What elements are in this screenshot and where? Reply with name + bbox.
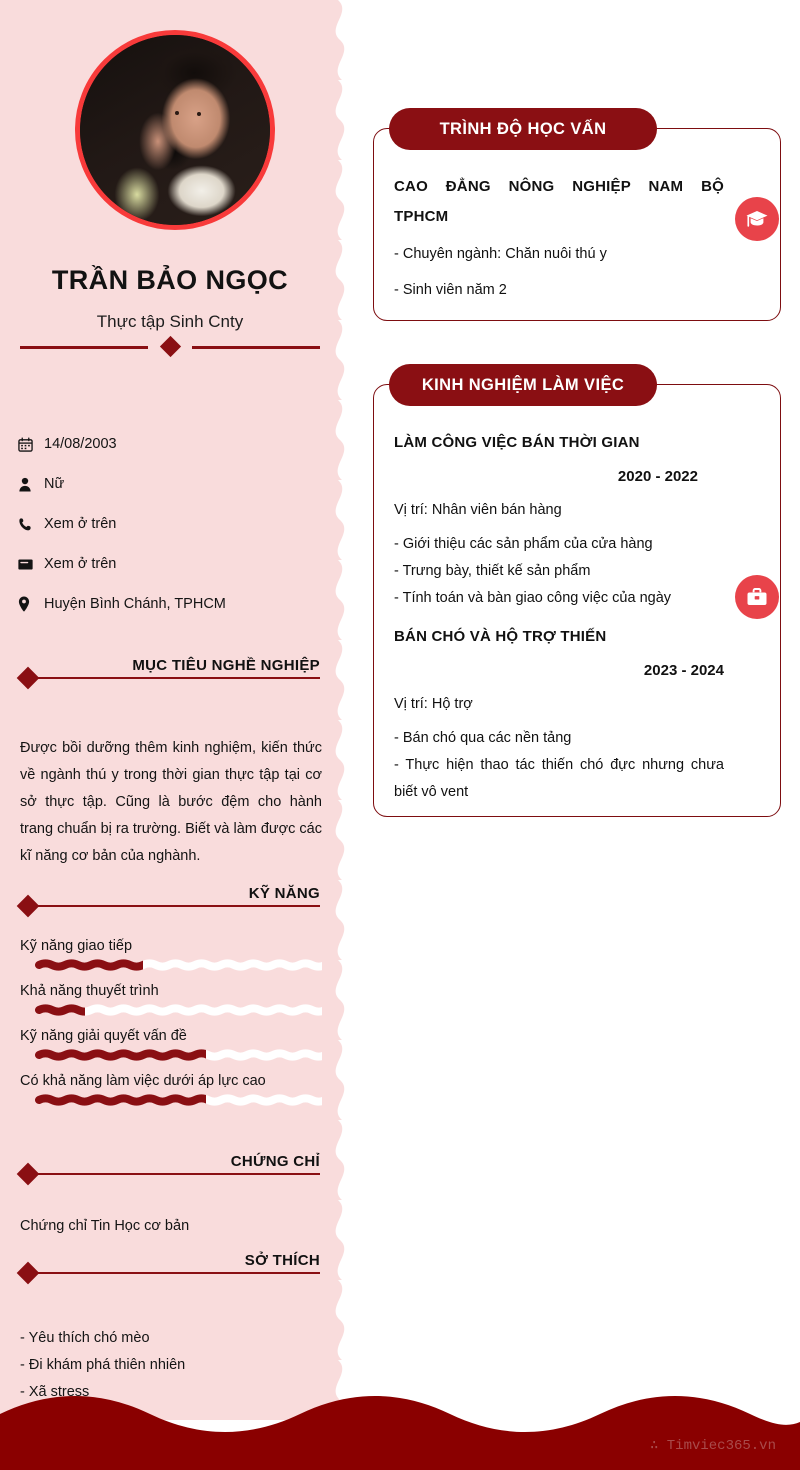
section-title: CHỨNG CHỈ	[230, 1153, 320, 1170]
phone-icon	[18, 517, 44, 532]
contact-item-birthdate	[18, 424, 328, 464]
skills-list	[20, 938, 322, 1118]
location-pin-icon	[18, 596, 44, 612]
envelope-icon	[18, 558, 44, 571]
skill-label: Kỹ năng giao tiếp	[20, 938, 133, 954]
section-line	[30, 905, 320, 908]
skill-progress-fill	[33, 959, 143, 971]
briefcase-icon	[735, 575, 779, 619]
contact-item-email	[18, 544, 328, 584]
name-divider	[20, 337, 320, 357]
diamond-icon	[17, 1163, 40, 1186]
job-bullet: - Tính toán và bàn giao công việc của ngày	[394, 590, 672, 606]
job-title: LÀM CÔNG VIỆC BÁN THỜI GIAN	[394, 434, 640, 451]
job-position: Vị trí: Nhân viên bán hàng	[394, 502, 562, 518]
diamond-icon	[17, 895, 40, 918]
section-header-certificates	[20, 1148, 320, 1184]
section-line	[30, 1272, 320, 1275]
contact-item-phone	[18, 504, 328, 544]
profile-photo-image	[80, 35, 270, 225]
diamond-icon	[17, 667, 40, 690]
section-line	[30, 1173, 320, 1176]
skill-item	[20, 938, 322, 971]
skill-progress-fill	[33, 1049, 206, 1061]
education-body	[394, 172, 724, 304]
hobbies-list	[20, 1325, 322, 1406]
skill-item	[20, 1073, 322, 1106]
section-header-objective	[20, 652, 320, 688]
job-position: Vị trí: Hộ trợ	[394, 696, 473, 712]
education-school-name-line2: TPHCM	[394, 208, 449, 225]
section-title: SỞ THÍCH	[244, 1252, 320, 1269]
divider-line-left	[20, 346, 148, 349]
list-item: - Yêu thích chó mèo	[20, 1330, 150, 1346]
section-line	[30, 677, 320, 680]
skill-item	[20, 1028, 322, 1061]
section-header-experience: KINH NGHIỆM LÀM VIỆC	[389, 364, 657, 406]
job-bullet: - Thực hiện thao tác thiến chó đực nhưng chưa biết vô vent	[394, 757, 724, 800]
section-header-hobbies	[20, 1247, 320, 1283]
contact-value: 14/08/2003	[44, 436, 117, 452]
education-detail: - Chuyên ngành: Chăn nuôi thú y	[394, 246, 607, 262]
list-item: - Đi khám phá thiên nhiên	[20, 1357, 186, 1373]
experience-job-1	[394, 622, 724, 806]
job-bullet: - Giới thiệu các sản phẩm của cửa hàng	[394, 536, 653, 552]
graduation-cap-icon	[735, 197, 779, 241]
person-icon	[18, 477, 44, 492]
contact-list	[18, 424, 328, 624]
skill-progress-bar	[33, 1004, 322, 1016]
contact-value: Xem ở trên	[44, 556, 117, 572]
diamond-icon	[17, 1262, 40, 1285]
section-header-skills	[20, 880, 320, 916]
list-item: - Xã stress	[20, 1384, 90, 1400]
section-title: MỤC TIÊU NGHỀ NGHIỆP	[132, 657, 320, 674]
education-detail: - Sinh viên năm 2	[394, 282, 507, 298]
skill-progress-bar	[33, 1094, 322, 1106]
job-title: Thực tập Sinh Cnty	[96, 312, 244, 331]
contact-value: Nữ	[44, 476, 65, 492]
contact-value: Huyện Bình Chánh, TPHCM	[44, 596, 226, 612]
skill-progress-fill	[33, 1094, 206, 1106]
diamond-icon	[160, 336, 181, 357]
left-sidebar-content	[0, 0, 340, 1420]
experience-job-0	[394, 428, 698, 612]
calendar-icon	[18, 437, 44, 452]
certificate-text: Chứng chỉ Tin Học cơ bản	[20, 1218, 190, 1234]
skill-progress-bar	[33, 959, 322, 971]
skill-label: Có khả năng làm việc dưới áp lực cao	[20, 1073, 266, 1089]
section-title: KỸ NĂNG	[248, 885, 320, 902]
skill-label: Khả năng thuyết trình	[20, 983, 159, 999]
skill-item	[20, 983, 322, 1016]
objective-text: Được bồi dưỡng thêm kinh nghiệm, kiến thức về ngành thú y trong thời gian thực tập tại cơ sở thực tập. Cũng là bước đệm cho hành trang chuẩn bị ra trường. Biết và làm được các kĩ năng cơ bản của nghành.	[20, 740, 322, 864]
section-header-education: TRÌNH ĐỘ HỌC VẤN	[389, 108, 657, 150]
skill-progress-bar	[33, 1049, 322, 1061]
contact-item-gender	[18, 464, 328, 504]
divider-line-right	[192, 346, 320, 349]
contact-value: Xem ở trên	[44, 516, 117, 532]
job-bullet: - Trưng bày, thiết kế sản phẩm	[394, 563, 591, 579]
profile-photo	[75, 30, 275, 230]
contact-item-address	[18, 584, 328, 624]
job-title: BÁN CHÓ VÀ HỘ TRỢ THIẾN	[394, 628, 607, 645]
skill-progress-fill	[33, 1004, 85, 1016]
job-date: 2023 - 2024	[643, 662, 724, 679]
education-school-name: CAO ĐẲNG NÔNG NGHIỆP NAM BỘ	[394, 178, 724, 195]
page-title: TRẦN BẢO NGỌC	[51, 265, 289, 295]
job-bullet: - Bán chó qua các nền tảng	[394, 730, 572, 746]
footer-watermark: ∴ Timviec365.vn	[649, 1438, 776, 1454]
skill-label: Kỹ năng giải quyết vấn đề	[20, 1028, 187, 1044]
job-date: 2020 - 2022	[617, 468, 698, 485]
